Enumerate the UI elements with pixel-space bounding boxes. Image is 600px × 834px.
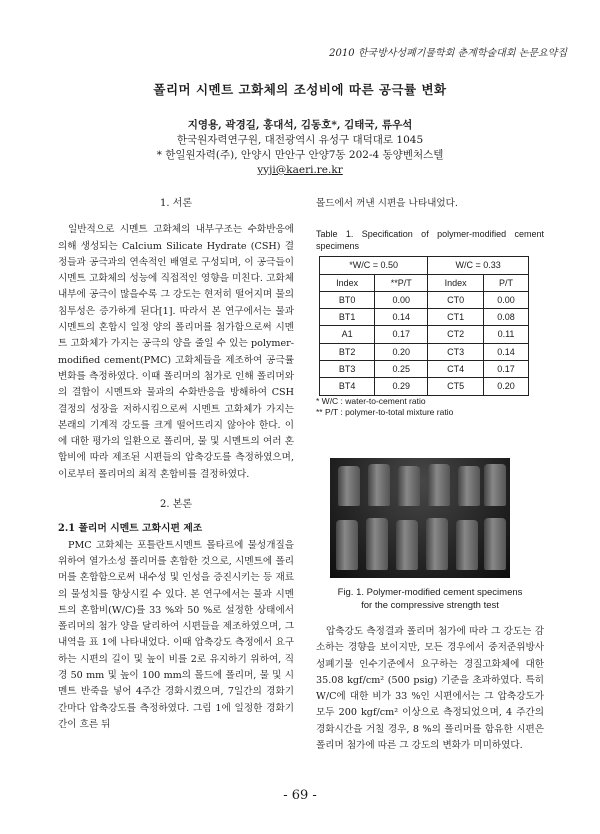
affiliation-2: * 한일원자력(주), 안양시 만안구 안양7동 202-4 동양벤처스텔: [156, 149, 444, 161]
table-caption: Table 1. Specification of polymer-modified cement specimens: [316, 229, 544, 252]
table-cell: CT2: [428, 326, 484, 343]
table-group-header: *W/C = 0.50: [320, 257, 428, 274]
section-heading-body: 2. 본론: [159, 499, 193, 511]
table-cell: 0.17: [375, 326, 428, 343]
table-cell: CT0: [428, 291, 484, 308]
results-paragraph: 압축강도 측정결과 폴리머 첨가에 따라 그 강도는 감소하는 경향을 보이지만, 모든 경우에서 중저준위방사성폐기물 인수기준에서 요구하는 경질고화체에 대한 35.08 kgf/cm² (500 psig) 기준을 초과하였다. 특히 W/C에 대한 비가 33 %인 시편에서는 그 압축강도가 모두 200 kgf/cm² 이상으로 측정되었으며, 4 주간의 경화시간을 거칠 경우, 8 %의 폴리머를 함유한 시편은 폴리머 첨가에 따른 그 강도의 변화가 미미하였다.: [316, 626, 544, 752]
table-row: [320, 378, 529, 395]
table-cell: A1: [320, 326, 375, 343]
table-group-header: W/C = 0.33: [428, 257, 529, 274]
table-row: [320, 326, 529, 343]
subsection-heading: 2.1 폴리머 시멘트 고화시편 제조: [58, 523, 203, 535]
table-cell: BT4: [320, 378, 375, 395]
page-number: - 69 -: [283, 788, 317, 803]
table-cell: 0.20: [375, 343, 428, 360]
table-col-header: P/T: [484, 274, 529, 291]
author-email[interactable]: yyji@kaeri.re.kr: [257, 164, 343, 176]
table-cell: 0.20: [484, 378, 529, 395]
author-block: [0, 118, 600, 178]
continuation-text: 몰드에서 꺼낸 시편을 나타내었다.: [316, 198, 458, 209]
table-cell: BT3: [320, 361, 375, 378]
table-note-pt: ** P/T : polymer-to-total mixture ratio: [316, 406, 454, 417]
figure-caption: [330, 586, 530, 612]
author-names: 지영용, 곽경길, 홍대석, 김동호*, 김태국, 류우석: [187, 119, 413, 131]
table-cell: 0.14: [484, 343, 529, 360]
paper-title: 폴리머 시멘트 고화체의 조성비에 따른 공극률 변화: [153, 82, 447, 97]
affiliation-1: 한국원자력연구원, 대전광역시 유성구 대덕대로 1045: [176, 134, 424, 146]
body-paragraph: PMC 고화체는 포틀란트시멘트 몰타르에 물성개질을 위하여 열가소성 폴리머를 혼합한 것으로, 시멘트에 폴리머를 혼합함으로써 내수성 및 인성을 증진시키는 등 재료의 물성치를 향상시킬 수 있다. 본 연구에서는 물과 시멘트의 혼합비(W/C)를 33 %와 50 %로 설정한 상태에서 폴리머의 첨가 양을 달리하여 시편들을 제조하였으며, 그 내역을 표 1에 나타내었다. 이때 압축강도 측정에서 요구하는 시편의 길이 및 높이 비를 2로 유지하기 위하여, 직경 50 mm 및 높이 100 mm의 몰드에 폴리머, 물 및 시멘트 반죽을 넣어 4주간 경화시켰으며, 7일간의 경화기간마다 압축강도를 측정하였다. 그림 1에 일정한 경화기간이 흐른 뒤: [58, 539, 294, 730]
figure-caption-line2: for the compressive strength test: [361, 600, 499, 611]
table-col-header: Index: [320, 274, 375, 291]
table-cell: 0.25: [375, 361, 428, 378]
table-cell: 0.08: [484, 309, 529, 326]
table-cell: 0.00: [375, 291, 428, 308]
table-cell: BT1: [320, 309, 375, 326]
table-cell: 0.11: [484, 326, 529, 343]
figure-caption-line1: Fig. 1. Polymer-modified cement specimens: [337, 587, 523, 598]
specimen-photo: [330, 458, 510, 578]
section-heading-intro: 1. 서론: [159, 198, 193, 209]
table-cell: 0.00: [484, 291, 529, 308]
table-row: [320, 343, 529, 360]
table-row: [320, 291, 529, 308]
table-col-header: **P/T: [375, 274, 428, 291]
table-cell: CT5: [428, 378, 484, 395]
table-note-wc: * W/C : water-to-cement ratio: [316, 395, 426, 406]
table-col-header: Index: [428, 274, 484, 291]
table-cell: 0.17: [484, 361, 529, 378]
right-column-top: [316, 196, 544, 418]
table-cell: CT1: [428, 309, 484, 326]
left-column: [58, 196, 294, 733]
table-cell: 0.14: [375, 309, 428, 326]
table-cell: CT4: [428, 361, 484, 378]
running-header: 2010 한국방사성폐기물학회 춘계학술대회 논문요약집: [329, 48, 567, 59]
table-cell: CT3: [428, 343, 484, 360]
table-cell: 0.29: [375, 378, 428, 395]
table-row: [320, 309, 529, 326]
intro-paragraph: 일반적으로 시멘트 고화체의 내부구조는 수화반응에 의해 생성되는 Calcium Silicate Hydrate (CSH) 결정들과 공극과의 연속적인 배열로 구성되며, 이 공극들이 시멘트 고화체의 성능에 직접적인 영향을 미친다. 고화체 내부에 공극이 많을수록 그 강도는 현저히 떨어지며 물의 침투성은 증가하게 된다[1]. 따라서 본 연구에서는 물과 시멘트의 혼합시 일정 양의 폴리머를 첨가함으로써 시멘트 고화체가 가지는 공극의 양을 줄일 수 있는 polymer-modified cement(PMC) 고화체들을 제조하여 공극률 변화를 측정하였다. 이때 폴리머의 첨가로 인해 폴리머와의 결합이 시멘트와 물과의 수화반응을 방해하여 CSH 결정의 성장을 저하시킴으로써 시멘트 고화체가 가지는 본래의 기계적 강도를 크게 떨어뜨리지 않아야 한다. 이에 대한 평가의 일환으로 폴리머, 물 및 시멘트의 여러 혼합비에 따라 제조된 시편들의 압축강도를 측정하였으며, 이로부터 폴리머의 최적 혼합비를 결정하였다.: [58, 224, 294, 480]
table-cell: BT0: [320, 291, 375, 308]
table-row: [320, 361, 529, 378]
right-column-bottom: [316, 624, 544, 754]
table-cell: BT2: [320, 343, 375, 360]
specimen-table: [319, 256, 529, 395]
